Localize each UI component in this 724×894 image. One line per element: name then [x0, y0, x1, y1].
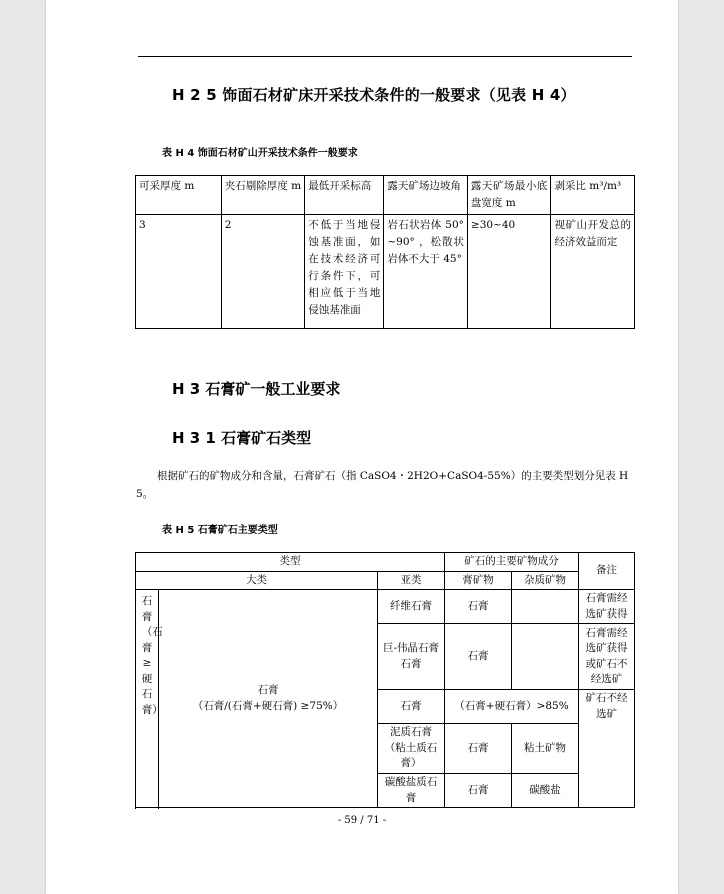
table-h4-cell: 岩石状岩体 50° ~90° ，松散状岩体不大于 45° — [384, 215, 468, 329]
gypsum-cell: 石膏 — [445, 590, 512, 624]
header-type: 类型 — [136, 553, 445, 572]
major-category — [159, 590, 378, 808]
header-minor: 亚类 — [378, 571, 445, 590]
minor-cell: 碳酸盐质石膏 — [378, 774, 445, 808]
gypsum-cell: 石膏 — [445, 624, 512, 690]
table-h4-cell: ≥30~40 — [467, 215, 551, 329]
body-paragraph — [136, 467, 646, 503]
table-h5-subheader-row — [136, 571, 635, 590]
table-h4-header-cell: 露天矿场最小底盘宽度 m — [467, 176, 551, 215]
table-h4-data-row — [136, 215, 635, 329]
gypsum-cell: （石膏+硬石膏）>85% — [445, 690, 579, 724]
header-remark: 备注 — [579, 553, 635, 590]
impurity-cell — [512, 624, 579, 690]
heading-h25: H 2 5 饰面石材矿床开采技术条件的一般要求（见表 H 4） — [172, 86, 576, 104]
header-major: 大类 — [136, 571, 378, 590]
table-h4-header-cell: 夹石剔除厚度 m — [221, 176, 305, 215]
heading-h31: H 3 1 石膏矿石类型 — [172, 429, 312, 447]
major-line1: 石膏 — [257, 684, 279, 696]
table-h4-header-cell: 最低开采标高 — [305, 176, 384, 215]
page-number: - 59 / 71 - — [337, 815, 387, 826]
table-h5-header-row — [136, 553, 635, 572]
impurity-cell — [512, 590, 579, 624]
minor-cell: 巨-伟晶石膏 石膏 — [378, 624, 445, 690]
minor-cell: 纤维石膏 — [378, 590, 445, 624]
table-h4-cell: 3 — [136, 215, 222, 329]
table-h4 — [135, 175, 635, 329]
table-h4-header-cell: 露天矿场边坡角 — [384, 176, 468, 215]
header-minerals: 矿石的主要矿物成分 — [445, 553, 579, 572]
heading-h3: H 3 石膏矿一般工业要求 — [172, 380, 341, 398]
minor-cell: 石膏 — [378, 690, 445, 724]
table-h4-cell: 2 — [221, 215, 305, 329]
table-h5 — [135, 552, 635, 808]
vertical-label-text: 石膏（石膏≥硬石膏） — [141, 595, 163, 716]
gypsum-cell: 石膏 — [445, 774, 512, 808]
paragraph-text: 根据矿石的矿物成分和含量，石膏矿石（指 CaSO4・2H2O+CaSO4-55%）的主要类型划分见表 H 5。 — [136, 470, 629, 500]
impurity-cell: 粘土矿物 — [512, 724, 579, 774]
table-h4-caption: 表 H 4 饰面石材矿山开采技术条件一般要求 — [162, 148, 358, 159]
table-h4-cell: 不低于当地侵蚀基准面，如在技术经济可行条件下，可相应低于当地侵蚀基准面 — [305, 215, 384, 329]
header-gypsum: 膏矿物 — [445, 571, 512, 590]
document-page — [46, 0, 678, 894]
table-h4-header-cell: 剥采比 m³/m³ — [551, 176, 635, 215]
remark-cell: 矿石不经选矿 — [579, 690, 635, 808]
table-h4-header-cell: 可采厚度 m — [136, 176, 222, 215]
table-h5-caption: 表 H 5 石膏矿石主要类型 — [162, 525, 278, 536]
table-h4-header-row — [136, 176, 635, 215]
major-line2: （石膏/(石膏+硬石膏) ≥75%） — [192, 699, 344, 712]
table-h4-cell: 视矿山开发总的经济效益而定 — [551, 215, 635, 329]
minor-cell: 泥质石膏（粘土质石膏） — [378, 724, 445, 774]
impurity-cell: 碳酸盐 — [512, 774, 579, 808]
header-rule — [138, 56, 632, 57]
header-impurity: 杂质矿物 — [512, 571, 579, 590]
vertical-label — [136, 590, 163, 808]
table-row — [136, 590, 635, 624]
gypsum-cell: 石膏 — [445, 724, 512, 774]
remark-cell: 石膏需经选矿获得或矿石不经选矿 — [579, 624, 635, 690]
remark-cell: 石膏需经选矿获得 — [579, 590, 635, 624]
